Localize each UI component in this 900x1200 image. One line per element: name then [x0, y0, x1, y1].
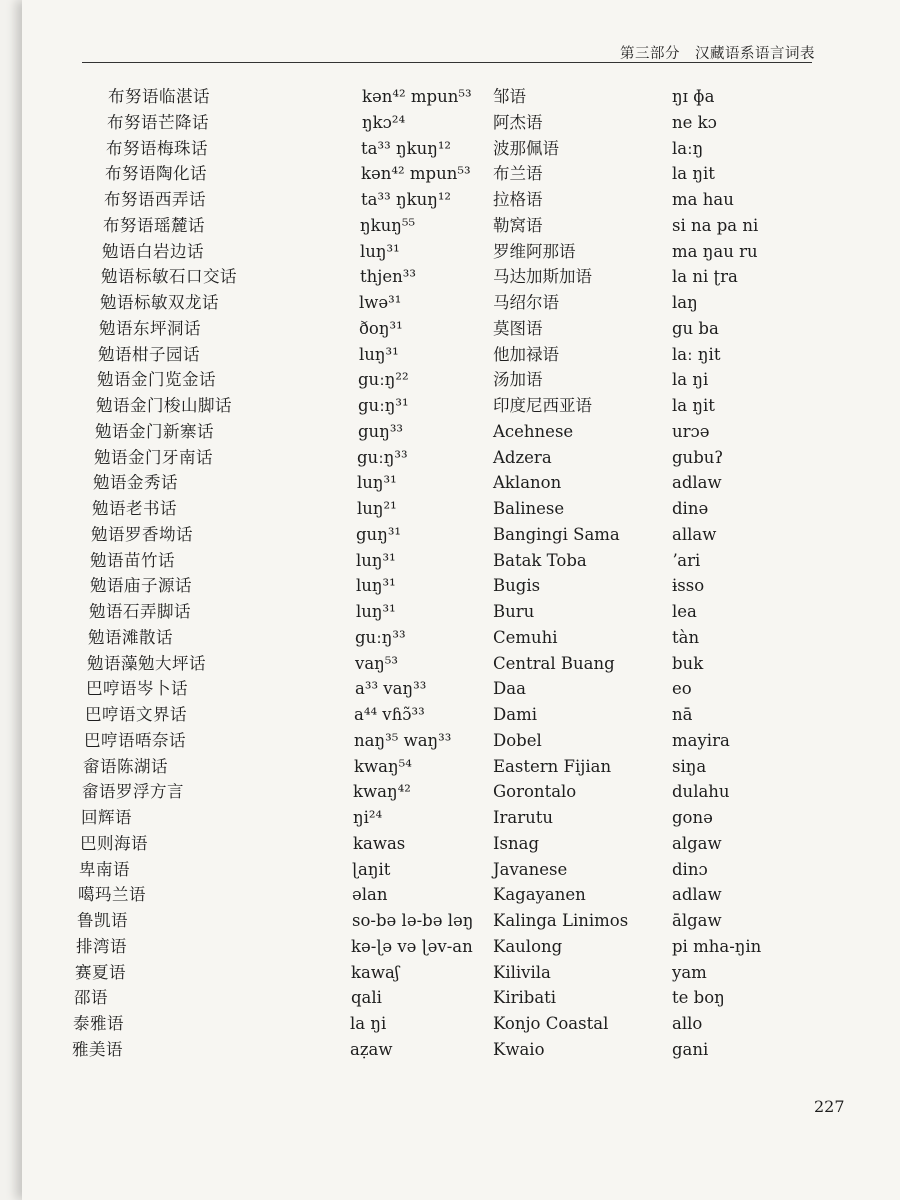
table-row	[81, 806, 822, 830]
table-row	[82, 780, 822, 804]
language-name: 印度尼西亚语	[493, 396, 592, 415]
chinese-dialect-name: 勉语苗竹话	[90, 551, 175, 570]
language-transcription: te boŋ	[672, 988, 725, 1007]
table-row	[106, 137, 822, 161]
language-transcription: buk	[672, 654, 704, 673]
language-name: Acehnese	[493, 422, 574, 441]
dialect-transcription: kawas	[353, 834, 406, 853]
chinese-dialect-name: 勉语滩散话	[88, 628, 173, 647]
language-name: Adzera	[493, 448, 552, 467]
chinese-dialect-name: 畲语陈湖话	[83, 757, 168, 776]
language-name: 马绍尔语	[493, 293, 559, 312]
table-row	[101, 265, 822, 289]
chinese-dialect-name: 勉语柑子园话	[98, 345, 200, 364]
language-name: Cemuhi	[493, 628, 558, 647]
table-row	[107, 111, 822, 135]
language-transcription: gu ba	[672, 319, 719, 338]
chinese-dialect-name: 布努语临湛话	[108, 87, 210, 106]
dialect-transcription: thjen³³	[360, 267, 416, 286]
dialect-transcription: kən⁴² mpun⁵³	[362, 87, 472, 106]
language-name: Daa	[493, 679, 526, 698]
language-transcription: tàn	[672, 628, 700, 647]
chinese-dialect-name: 畲语罗浮方言	[82, 782, 184, 801]
language-name: Isnag	[493, 834, 540, 853]
table-row	[95, 420, 822, 444]
chinese-dialect-name: 勉语藻勉大坪话	[87, 654, 206, 673]
chinese-dialect-name: 噶玛兰语	[78, 885, 146, 904]
chinese-dialect-name: 布努语瑶麓话	[103, 216, 205, 235]
chinese-dialect-name: 布努语西弄话	[104, 190, 206, 209]
chinese-dialect-name: 雅美语	[72, 1040, 123, 1059]
header-rule	[82, 62, 812, 63]
table-row	[74, 986, 822, 1010]
table-row	[98, 343, 822, 367]
language-name: 布兰语	[493, 164, 543, 183]
running-header: 第三部分 汉藏语系语言词表	[620, 46, 815, 62]
table-row	[73, 1012, 822, 1036]
chinese-dialect-name: 泰雅语	[73, 1014, 124, 1033]
chinese-dialect-name: 邵语	[74, 988, 108, 1007]
language-transcription: la ni ʈra	[672, 267, 738, 286]
language-name: Aklanon	[493, 473, 562, 492]
language-name: Buru	[493, 602, 535, 621]
language-name: Kaulong	[493, 937, 563, 956]
chinese-dialect-name: 勉语金门梭山脚话	[96, 396, 232, 415]
language-transcription: la ŋit	[672, 164, 715, 183]
table-row	[77, 909, 822, 933]
table-row	[90, 549, 822, 573]
language-transcription: la ŋit	[672, 396, 715, 415]
dialect-transcription: guŋ³³	[358, 422, 404, 441]
language-transcription: gubuʔ	[672, 448, 724, 467]
dialect-transcription: luŋ²¹	[357, 499, 397, 518]
table-row	[80, 832, 822, 856]
language-transcription: ʼari	[672, 551, 701, 570]
language-name: Batak Toba	[493, 551, 587, 570]
language-transcription: mayira	[672, 731, 730, 750]
dialect-transcription: a³³ vaŋ³³	[355, 679, 427, 698]
language-transcription: gani	[672, 1040, 709, 1059]
dialect-transcription: vaŋ⁵³	[355, 654, 399, 673]
language-name: 他加禄语	[493, 345, 559, 364]
language-name: Kiribati	[493, 988, 557, 1007]
language-name: Javanese	[493, 860, 568, 879]
language-name: Bugis	[493, 576, 541, 595]
language-name: Bangingi Sama	[493, 525, 620, 544]
dialect-transcription: luŋ³¹	[356, 602, 396, 621]
dialect-transcription: so-bə lə-bə ləŋ	[352, 911, 474, 930]
table-row	[105, 162, 822, 186]
dialect-transcription: aẓaw	[350, 1040, 393, 1059]
dialect-transcription: a⁴⁴ vɦɔ̃³³	[354, 705, 425, 724]
table-row	[103, 214, 822, 238]
language-name: 罗维阿那语	[493, 242, 576, 261]
dialect-transcription: la ŋi	[350, 1014, 387, 1033]
dialect-transcription: luŋ³¹	[356, 576, 396, 595]
chinese-dialect-name: 回辉语	[81, 808, 132, 827]
language-name: Konjo Coastal	[493, 1014, 609, 1033]
language-name: 莫图语	[493, 319, 543, 338]
language-transcription: urɔə	[672, 422, 710, 441]
language-name: 波那佩语	[493, 139, 559, 158]
language-name: 邹语	[493, 87, 526, 106]
language-transcription: si na pa ni	[672, 216, 759, 235]
dialect-transcription: ŋkuŋ⁵⁵	[360, 216, 416, 235]
table-row	[99, 317, 822, 341]
table-row	[100, 291, 822, 315]
table-row	[85, 703, 822, 727]
table-row	[75, 961, 822, 985]
language-transcription: allaw	[672, 525, 717, 544]
language-transcription: siŋa	[672, 757, 707, 776]
language-transcription: pi mha-ŋin	[672, 937, 762, 956]
table-row	[88, 626, 822, 650]
table-row	[84, 729, 822, 753]
language-transcription: adlaw	[672, 473, 722, 492]
language-name: 拉格语	[493, 190, 543, 209]
dialect-transcription: ta³³ ŋkuŋ¹²	[361, 139, 452, 158]
language-name: 勒窝语	[493, 216, 543, 235]
book-page	[22, 0, 900, 1200]
language-transcription: dinə	[672, 499, 709, 518]
chinese-dialect-name: 勉语老书话	[92, 499, 177, 518]
language-name: Gorontalo	[493, 782, 577, 801]
chinese-dialect-name: 勉语金门牙南话	[94, 448, 213, 467]
chinese-dialect-name: 勉语白岩边话	[102, 242, 204, 261]
table-row	[91, 523, 822, 547]
chinese-dialect-name: 卑南语	[79, 860, 130, 879]
language-transcription: laŋ	[672, 293, 698, 312]
chinese-dialect-name: 布努语芒降话	[107, 113, 209, 132]
language-transcription: la ŋi	[672, 370, 709, 389]
table-row	[102, 240, 822, 264]
table-row	[83, 755, 822, 779]
chinese-dialect-name: 巴哼语文界话	[85, 705, 187, 724]
language-name: Kagayanen	[493, 885, 586, 904]
table-row	[76, 935, 822, 959]
dialect-transcription: əlan	[352, 885, 388, 904]
dialect-transcription: guːŋ³³	[355, 628, 406, 647]
language-transcription: ālgaw	[672, 911, 722, 930]
dialect-transcription: ŋkɔ²⁴	[362, 113, 406, 132]
dialect-transcription: qali	[351, 988, 382, 1007]
table-row	[93, 471, 822, 495]
chinese-dialect-name: 布努语梅珠话	[106, 139, 208, 158]
chinese-dialect-name: 布努语陶化话	[105, 164, 207, 183]
chinese-dialect-name: 勉语金门览金话	[97, 370, 216, 389]
language-transcription: ma hau	[672, 190, 734, 209]
language-transcription: laːŋ	[672, 139, 704, 158]
chinese-dialect-name: 勉语金门新寨话	[95, 422, 214, 441]
language-name: Balinese	[493, 499, 565, 518]
language-transcription: ma ŋau ru	[672, 242, 758, 261]
dialect-transcription: naŋ³⁵ waŋ³³	[354, 731, 452, 750]
chinese-dialect-name: 勉语罗香坳话	[91, 525, 193, 544]
language-transcription: gonə	[672, 808, 713, 827]
dialect-transcription: guŋ³¹	[356, 525, 402, 544]
table-row	[72, 1038, 822, 1062]
dialect-transcription: kwaŋ⁵⁴	[354, 757, 412, 776]
chinese-dialect-name: 巴哼语唔奈话	[84, 731, 186, 750]
table-row	[79, 858, 822, 882]
language-transcription: nā	[672, 705, 693, 724]
language-transcription: eo	[672, 679, 692, 698]
language-name: 阿杰语	[493, 113, 543, 132]
dialect-transcription: ðoŋ³¹	[359, 319, 403, 338]
table-row	[94, 446, 822, 470]
chinese-dialect-name: 巴则海语	[80, 834, 148, 853]
dialect-transcription: luŋ³¹	[357, 473, 397, 492]
table-row	[89, 600, 822, 624]
chinese-dialect-name: 排湾语	[76, 937, 127, 956]
dialect-transcription: kə-ɭə və ɭəv-an	[351, 937, 473, 956]
chinese-dialect-name: 勉语金秀话	[93, 473, 178, 492]
language-name: Eastern Fijian	[493, 757, 612, 776]
language-transcription: laː ŋit	[672, 345, 721, 364]
chinese-dialect-name: 勉语东坪洞话	[99, 319, 201, 338]
language-name: Kilivila	[493, 963, 551, 982]
language-transcription: ɨsso	[672, 576, 705, 595]
dialect-transcription: kən⁴² mpun⁵³	[361, 164, 471, 183]
language-name: Kwaio	[493, 1040, 545, 1059]
language-name: Kalinga Linimos	[493, 911, 629, 930]
page-number: 227	[814, 1097, 845, 1116]
chinese-dialect-name: 勉语标敏双龙话	[100, 293, 219, 312]
chinese-dialect-name: 赛夏语	[75, 963, 126, 982]
language-transcription: yam	[672, 963, 707, 982]
language-name: 汤加语	[493, 370, 543, 389]
table-row	[86, 677, 822, 701]
dialect-transcription: luŋ³¹	[356, 551, 396, 570]
table-row	[92, 497, 822, 521]
language-name: Central Buang	[493, 654, 615, 673]
language-name: 马达加斯加语	[493, 267, 592, 286]
language-transcription: adlaw	[672, 885, 722, 904]
dialect-transcription: ɭaŋit	[352, 860, 391, 879]
chinese-dialect-name: 巴哼语岑卜话	[86, 679, 188, 698]
table-row	[97, 368, 822, 392]
table-row	[87, 652, 822, 676]
dialect-transcription: lwə³¹	[359, 293, 402, 312]
language-transcription: allo	[672, 1014, 703, 1033]
language-transcription: dinɔ	[672, 860, 708, 879]
chinese-dialect-name: 勉语标敏石口交话	[101, 267, 237, 286]
table-row	[108, 85, 822, 109]
dialect-transcription: kawaʃ	[351, 963, 400, 982]
language-transcription: ŋɪ ɸa	[672, 87, 715, 106]
language-name: Dobel	[493, 731, 542, 750]
dialect-transcription: luŋ³¹	[359, 345, 399, 364]
language-transcription: algaw	[672, 834, 722, 853]
table-row	[90, 574, 822, 598]
dialect-transcription: guːŋ²²	[358, 370, 409, 389]
language-transcription: ne kɔ	[672, 113, 717, 132]
dialect-transcription: kwaŋ⁴²	[353, 782, 411, 801]
language-name: Dami	[493, 705, 537, 724]
table-row	[78, 883, 822, 907]
chinese-dialect-name: 勉语庙子源话	[90, 576, 192, 595]
table-row	[96, 394, 822, 418]
chinese-dialect-name: 鲁凯语	[77, 911, 128, 930]
dialect-transcription: ta³³ ŋkuŋ¹²	[361, 190, 452, 209]
dialect-transcription: luŋ³¹	[360, 242, 400, 261]
chinese-dialect-name: 勉语石弄脚话	[89, 602, 191, 621]
table-row	[104, 188, 822, 212]
dialect-transcription: guːŋ³¹	[358, 396, 409, 415]
language-name: Irarutu	[493, 808, 554, 827]
language-transcription: dulahu	[672, 782, 730, 801]
dialect-transcription: ŋi²⁴	[353, 808, 383, 827]
language-transcription: lea	[672, 602, 697, 621]
dialect-transcription: guːŋ³³	[357, 448, 408, 467]
